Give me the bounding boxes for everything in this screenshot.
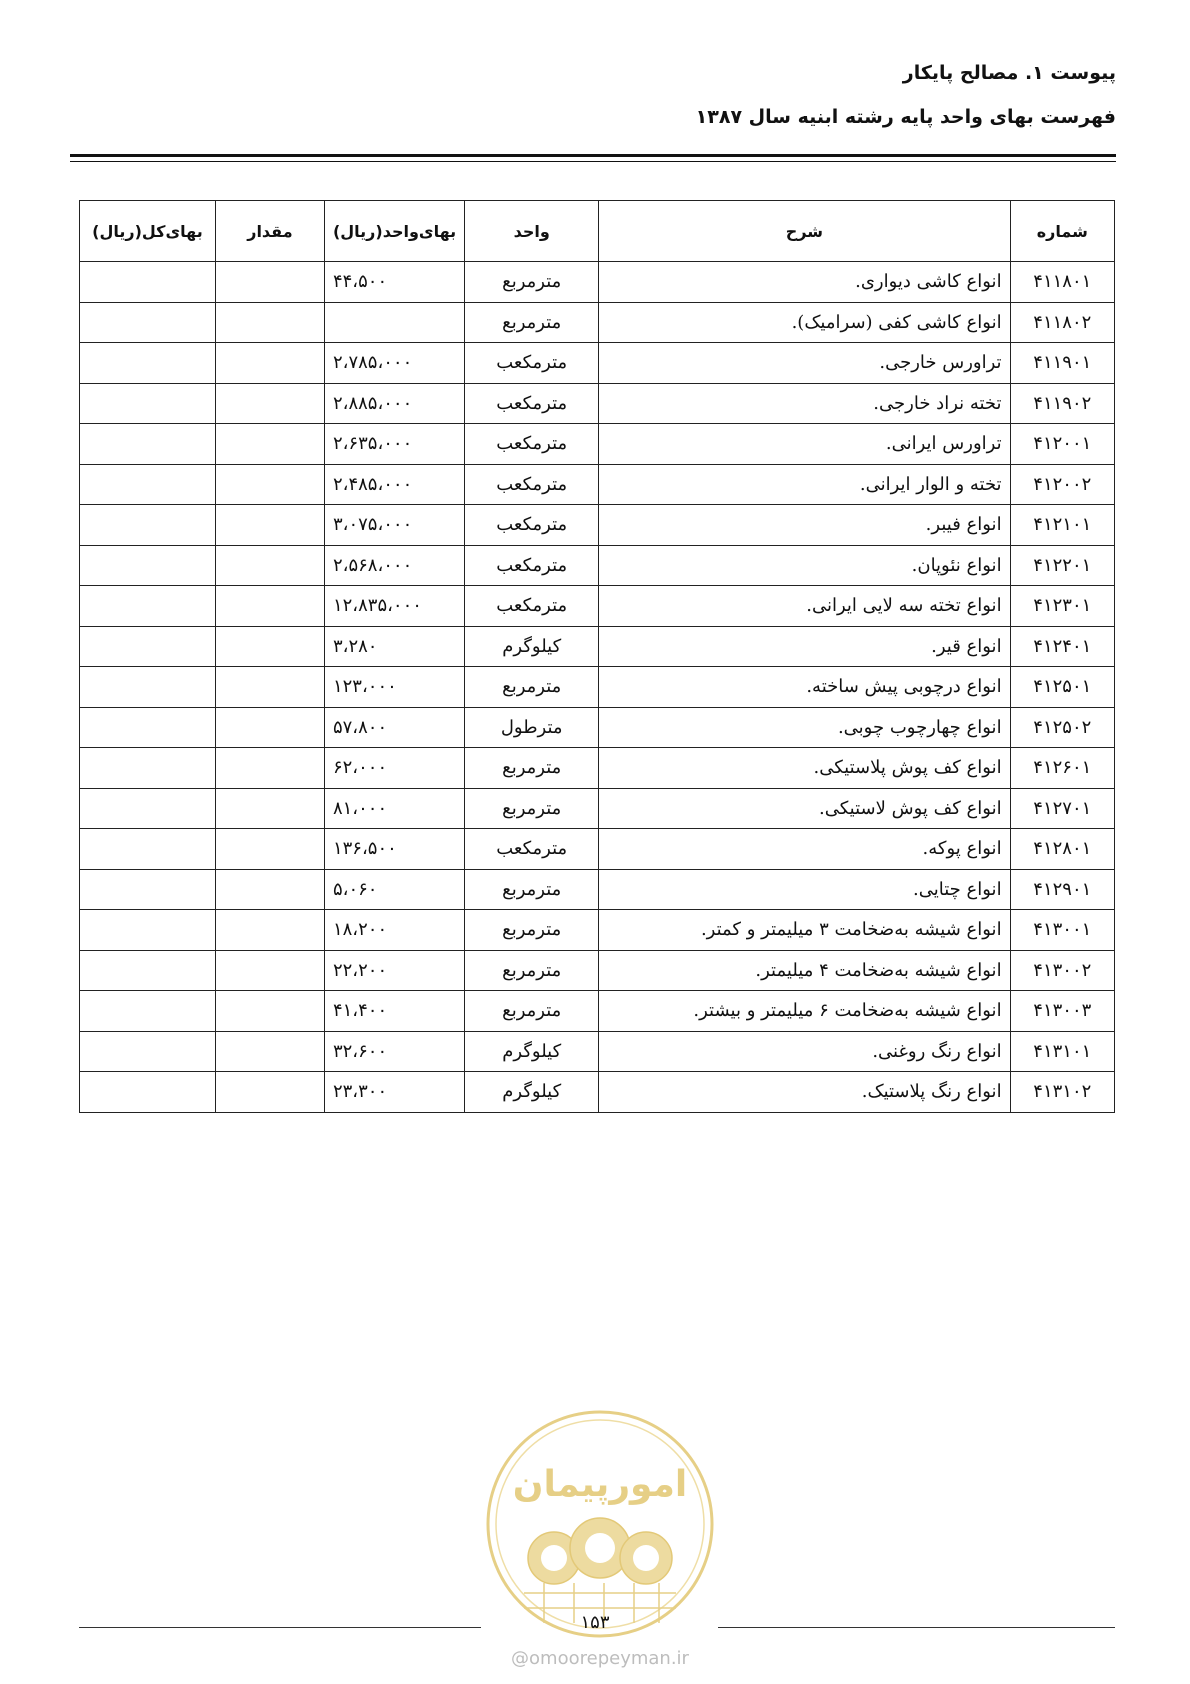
cell-number: ۴۱۱۸۰۱ (1010, 262, 1114, 303)
table-row (80, 910, 1115, 951)
cell-unit: مترمکعب (465, 383, 599, 424)
cell-number: ۴۱۳۱۰۲ (1010, 1072, 1114, 1113)
cell-total-price (80, 302, 216, 343)
table-row (80, 829, 1115, 870)
cell-description: تخته و الوار ایرانی. (599, 464, 1010, 505)
cell-total-price (80, 464, 216, 505)
cell-quantity (215, 788, 324, 829)
cell-unit: مترمربع (465, 869, 599, 910)
cell-number: ۴۱۳۱۰۱ (1010, 1031, 1114, 1072)
cell-unit-price: ۲۳،۳۰۰ (324, 1072, 464, 1113)
cell-description: انواع کف پوش لاستیکی. (599, 788, 1010, 829)
table-row (80, 424, 1115, 465)
cell-quantity (215, 667, 324, 708)
cell-unit-price (324, 302, 464, 343)
cell-quantity (215, 302, 324, 343)
cell-number: ۴۱۲۲۰۱ (1010, 545, 1114, 586)
table-header-row (80, 201, 1115, 262)
cell-total-price (80, 829, 216, 870)
table-row (80, 262, 1115, 303)
cell-quantity (215, 545, 324, 586)
cell-quantity (215, 586, 324, 627)
cell-number: ۴۱۲۳۰۱ (1010, 586, 1114, 627)
cell-unit-price: ۸۱،۰۰۰ (324, 788, 464, 829)
table-row (80, 748, 1115, 789)
table-row (80, 950, 1115, 991)
cell-quantity (215, 991, 324, 1032)
cell-unit: مترمکعب (465, 586, 599, 627)
cell-description: انواع کاشی کفی (سرامیک). (599, 302, 1010, 343)
cell-quantity (215, 707, 324, 748)
cell-description: تخته نراد خارجی. (599, 383, 1010, 424)
cell-total-price (80, 545, 216, 586)
seal-text: امورپیمان (512, 1464, 688, 1505)
cell-description: تراورس خارجی. (599, 343, 1010, 384)
cell-unit: کیلوگرم (465, 626, 599, 667)
table-row (80, 1072, 1115, 1113)
cell-unit: مترمکعب (465, 464, 599, 505)
table-row (80, 788, 1115, 829)
col-header-number: شماره (1010, 201, 1114, 262)
cell-quantity (215, 829, 324, 870)
cell-description: انواع کف پوش پلاستیکی. (599, 748, 1010, 789)
watermark-text: @omoorepeyman.ir (511, 1648, 689, 1669)
cell-unit-price: ۴۴،۵۰۰ (324, 262, 464, 303)
cell-unit: کیلوگرم (465, 1031, 599, 1072)
col-header-unit-price: بهای‌واحد(ریال) (324, 201, 464, 262)
cell-total-price (80, 262, 216, 303)
cell-quantity (215, 262, 324, 303)
cell-unit: مترمکعب (465, 545, 599, 586)
table-row (80, 869, 1115, 910)
cell-total-price (80, 586, 216, 627)
cell-total-price (80, 343, 216, 384)
cell-number: ۴۱۲۵۰۲ (1010, 707, 1114, 748)
cell-total-price (80, 667, 216, 708)
cell-unit: مترمکعب (465, 829, 599, 870)
cell-quantity (215, 748, 324, 789)
table-row (80, 1031, 1115, 1072)
cell-unit-price: ۵۷،۸۰۰ (324, 707, 464, 748)
cell-description: انواع چهارچوب چوبی. (599, 707, 1010, 748)
cell-description: انواع کاشی دیواری. (599, 262, 1010, 303)
cell-total-price (80, 950, 216, 991)
cell-number: ۴۱۲۸۰۱ (1010, 829, 1114, 870)
cell-number: ۴۱۱۹۰۱ (1010, 343, 1114, 384)
cell-number: ۴۱۲۰۰۲ (1010, 464, 1114, 505)
cell-quantity (215, 869, 324, 910)
cell-total-price (80, 505, 216, 546)
table-row (80, 545, 1115, 586)
cell-description: تراورس ایرانی. (599, 424, 1010, 465)
col-header-total-price: بهای‌کل(ریال) (80, 201, 216, 262)
cell-unit-price: ۵،۰۶۰ (324, 869, 464, 910)
cell-total-price (80, 748, 216, 789)
cell-unit-price: ۲،۴۸۵،۰۰۰ (324, 464, 464, 505)
cell-description: انواع شیشه به‌ضخامت ۳ میلیمتر و کمتر. (599, 910, 1010, 951)
cell-unit: مترطول (465, 707, 599, 748)
cell-number: ۴۱۲۴۰۱ (1010, 626, 1114, 667)
cell-number: ۴۱۲۰۰۱ (1010, 424, 1114, 465)
cell-unit-price: ۲،۶۳۵،۰۰۰ (324, 424, 464, 465)
cell-total-price (80, 626, 216, 667)
cell-description: انواع نئوپان. (599, 545, 1010, 586)
cell-description: انواع چتایی. (599, 869, 1010, 910)
cell-number: ۴۱۱۸۰۲ (1010, 302, 1114, 343)
cell-total-price (80, 707, 216, 748)
cell-quantity (215, 424, 324, 465)
cell-unit-price: ۲،۵۶۸،۰۰۰ (324, 545, 464, 586)
cell-number: ۴۱۱۹۰۲ (1010, 383, 1114, 424)
cell-unit: مترمربع (465, 991, 599, 1032)
cell-number: ۴۱۲۵۰۱ (1010, 667, 1114, 708)
cell-number: ۴۱۲۱۰۱ (1010, 505, 1114, 546)
cell-unit-price: ۴۱،۴۰۰ (324, 991, 464, 1032)
table-row (80, 667, 1115, 708)
cell-total-price (80, 991, 216, 1032)
table-row (80, 626, 1115, 667)
cell-unit-price: ۱۲۳،۰۰۰ (324, 667, 464, 708)
cell-unit: کیلوگرم (465, 1072, 599, 1113)
cell-quantity (215, 505, 324, 546)
cell-total-price (80, 383, 216, 424)
cell-description: انواع قیر. (599, 626, 1010, 667)
table-row (80, 505, 1115, 546)
cell-unit-price: ۳۲،۶۰۰ (324, 1031, 464, 1072)
cell-quantity (215, 950, 324, 991)
cell-total-price (80, 869, 216, 910)
cell-number: ۴۱۳۰۰۲ (1010, 950, 1114, 991)
seal-logo-icon (484, 1408, 716, 1640)
cell-description: انواع شیشه به‌ضخامت ۶ میلیمتر و بیشتر. (599, 991, 1010, 1032)
cell-unit: مترمربع (465, 667, 599, 708)
col-header-description: شرح (599, 201, 1010, 262)
cell-description: انواع شیشه به‌ضخامت ۴ میلیمتر. (599, 950, 1010, 991)
cell-quantity (215, 1072, 324, 1113)
cell-unit-price: ۲،۸۸۵،۰۰۰ (324, 383, 464, 424)
col-header-quantity: مقدار (215, 201, 324, 262)
cell-unit-price: ۲،۷۸۵،۰۰۰ (324, 343, 464, 384)
cell-total-price (80, 788, 216, 829)
table-row (80, 343, 1115, 384)
cell-quantity (215, 383, 324, 424)
cell-total-price (80, 424, 216, 465)
cell-unit: مترمکعب (465, 505, 599, 546)
cell-quantity (215, 626, 324, 667)
cell-number: ۴۱۳۰۰۱ (1010, 910, 1114, 951)
cell-unit-price: ۶۲،۰۰۰ (324, 748, 464, 789)
header-rule-thick (70, 154, 1116, 157)
page-header (74, 56, 1116, 134)
cell-number: ۴۱۲۷۰۱ (1010, 788, 1114, 829)
cell-unit: مترمربع (465, 788, 599, 829)
table-row (80, 464, 1115, 505)
header-rule-thin (70, 161, 1116, 162)
cell-unit: مترمربع (465, 262, 599, 303)
cell-unit: مترمربع (465, 910, 599, 951)
cell-quantity (215, 910, 324, 951)
cell-unit-price: ۲۲،۲۰۰ (324, 950, 464, 991)
cell-total-price (80, 1031, 216, 1072)
cell-quantity (215, 464, 324, 505)
table-row (80, 383, 1115, 424)
table-row (80, 586, 1115, 627)
col-header-unit: واحد (465, 201, 599, 262)
cell-unit-price: ۱۸،۲۰۰ (324, 910, 464, 951)
cell-unit: مترمکعب (465, 343, 599, 384)
cell-unit: مترمربع (465, 748, 599, 789)
table-row (80, 302, 1115, 343)
cell-quantity (215, 1031, 324, 1072)
cell-number: ۴۱۲۶۰۱ (1010, 748, 1114, 789)
cell-description: انواع پوکه. (599, 829, 1010, 870)
cell-description: انواع فیبر. (599, 505, 1010, 546)
cell-total-price (80, 910, 216, 951)
page-number: ۱۵۳ (580, 1612, 610, 1633)
cell-description: انواع رنگ روغنی. (599, 1031, 1010, 1072)
cell-description: انواع درچوبی پیش ساخته. (599, 667, 1010, 708)
price-table (79, 200, 1115, 1113)
table-row (80, 991, 1115, 1032)
cell-unit: مترمکعب (465, 424, 599, 465)
table-row (80, 707, 1115, 748)
cell-description: انواع تخته سه لایی ایرانی. (599, 586, 1010, 627)
cell-unit-price: ۳،۲۸۰ (324, 626, 464, 667)
cell-unit: مترمربع (465, 950, 599, 991)
page-subtitle: فهرست بهای واحد پایه رشته ابنیه سال ۱۳۸۷ (695, 106, 1116, 128)
footer-rule-right (718, 1627, 1115, 1628)
page-title: پیوست ۱. مصالح پایکار (902, 62, 1116, 84)
cell-unit-price: ۱۳۶،۵۰۰ (324, 829, 464, 870)
cell-total-price (80, 1072, 216, 1113)
cell-description: انواع رنگ پلاستیک. (599, 1072, 1010, 1113)
cell-unit-price: ۳،۰۷۵،۰۰۰ (324, 505, 464, 546)
cell-unit-price: ۱۲،۸۳۵،۰۰۰ (324, 586, 464, 627)
cell-number: ۴۱۲۹۰۱ (1010, 869, 1114, 910)
cell-quantity (215, 343, 324, 384)
footer-rule-left (79, 1627, 481, 1628)
cell-unit: مترمربع (465, 302, 599, 343)
cell-number: ۴۱۳۰۰۳ (1010, 991, 1114, 1032)
